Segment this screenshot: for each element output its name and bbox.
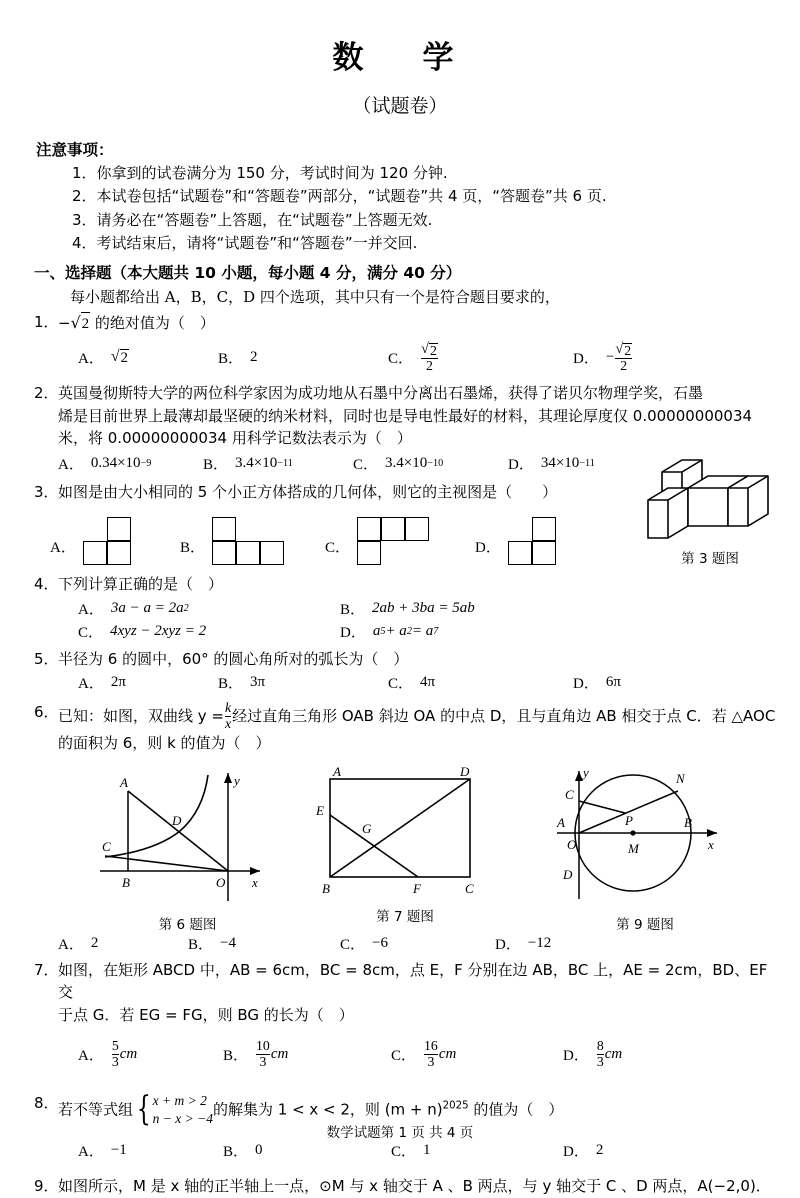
option-b[interactable] — [223, 1039, 391, 1070]
figure-label-O: O — [216, 874, 226, 890]
option-value: 0 — [255, 1142, 263, 1159]
q7-line1: 如图，在矩形 ABCD 中，AB = 6cm，BC = 8cm，点 E，F 分别在边 AB，BC 上，AE = 2cm，BD、EF 交 — [58, 960, 768, 1002]
question-text — [34, 311, 778, 336]
cube-solid-icon — [640, 450, 780, 540]
option-value: 34×10 — [540, 454, 580, 471]
q6-line1-a: 已知：如图，双曲线 y = — [58, 707, 224, 726]
option-label: A． — [78, 1047, 104, 1064]
figure-label-D: D — [172, 812, 182, 828]
notice-heading: 注意事项： — [36, 141, 114, 159]
notice-item: 2．本试卷包括“试题卷”和“答题卷”两部分，“试题卷”共 4 页，“答题卷”共 6 页. — [72, 187, 607, 206]
sqrt-icon: √ 2 — [615, 340, 632, 358]
option-exponent: −11 — [277, 457, 293, 469]
fraction — [424, 1039, 438, 1070]
option-exponent-3: 7 — [433, 625, 439, 637]
q8-mid: 的解集为 1 < x < 2，则 (m + n) — [212, 1100, 443, 1119]
figure-9-circle — [545, 761, 745, 906]
option-label: C． — [78, 624, 104, 641]
option-c[interactable] — [391, 1140, 563, 1161]
figure-label-B: B — [122, 874, 130, 890]
q8-row2: n − x > −4 — [152, 1111, 213, 1127]
sqrt-icon: √ 2 — [421, 340, 437, 358]
option-b[interactable] — [188, 933, 340, 954]
fraction — [597, 1039, 604, 1070]
question-number: 4． — [34, 575, 59, 594]
figure-label-B: B — [322, 880, 330, 896]
option-d[interactable] — [573, 672, 621, 693]
question-5-options — [0, 672, 800, 693]
option-value: 4π — [420, 674, 436, 691]
figure-label-E: E — [316, 802, 324, 818]
option-value: 2 — [120, 350, 128, 367]
option-c[interactable] — [388, 342, 573, 375]
sqrt-icon: √ 2 — [110, 348, 128, 367]
option-label: C． — [391, 1144, 417, 1161]
option-a[interactable] — [78, 1039, 223, 1070]
question-9 — [0, 1175, 800, 1198]
figure-label-F: F — [413, 880, 421, 896]
front-view-shape-b — [212, 517, 286, 567]
figure-7 — [310, 767, 500, 925]
question-text: 如图所示，M 是 x 轴的正半轴上一点，⊙M 与 x 轴交于 A 、B 两点，与 y 轴交于 C 、D 两点，A(−2,0)． — [58, 1177, 771, 1196]
option-label: D． — [508, 456, 534, 473]
fraction — [615, 342, 632, 375]
q1-radicand: 2 — [81, 312, 91, 336]
question-5 — [0, 648, 800, 671]
figure-label-C: C — [465, 880, 474, 896]
q6-line1-b: 经过直角三角形 OAB 斜边 OA 的中点 D，且与直角边 AB 相交于点 C．若 △AOC — [232, 707, 776, 726]
option-denominator: 3 — [256, 1054, 270, 1070]
option-b[interactable] — [180, 517, 325, 567]
option-d[interactable] — [563, 1039, 622, 1070]
option-value: 0.34×10 — [90, 454, 141, 471]
option-exponent: −9 — [140, 457, 152, 469]
question-4-options-row1 — [0, 598, 800, 619]
option-a[interactable] — [50, 517, 180, 567]
option-label: D． — [340, 624, 366, 641]
option-value: 2π — [110, 674, 126, 691]
option-label: D． — [495, 936, 521, 953]
option-label: B． — [223, 1144, 249, 1161]
option-label: B． — [223, 1047, 249, 1064]
sqrt-icon: √ 2 — [71, 311, 91, 336]
question-text: 如图是由大小相同的 5 个小正方体搭成的几何体，则它的主视图是（ ） — [58, 482, 558, 501]
option-label: C． — [391, 1047, 417, 1064]
option-label: D． — [475, 540, 501, 557]
option-numerator: 2 — [624, 342, 632, 358]
option-value: 2 — [90, 934, 99, 951]
page-subtitle: （试题卷） — [352, 95, 448, 117]
fraction — [421, 342, 438, 375]
option-denominator: 2 — [421, 358, 438, 374]
figure-label-M: M — [628, 840, 639, 856]
figure-label-y: y — [234, 772, 240, 788]
figure-caption: 第 6 题图 — [158, 916, 217, 933]
option-numerator: 8 — [596, 1038, 604, 1054]
question-7-options — [0, 1039, 800, 1070]
notice-item: 1．你拿到的试卷满分为 150 分，考试时间为 120 分钟. — [72, 164, 448, 182]
option-value: 2 — [595, 1142, 604, 1159]
question-number: 5． — [34, 649, 59, 668]
q8-exponent: 2025 — [442, 1100, 469, 1112]
option-value: −4 — [220, 934, 236, 951]
option-label: B． — [218, 676, 244, 693]
option-label: C． — [388, 676, 414, 693]
option-label: C． — [325, 540, 351, 557]
option-b[interactable] — [340, 598, 475, 619]
front-view-shape-a — [83, 517, 133, 567]
figure-label-P: P — [625, 812, 633, 828]
option-c[interactable] — [325, 517, 475, 567]
option-label: A． — [78, 601, 104, 618]
figure-label-A: A — [557, 814, 565, 830]
option-label: A． — [78, 676, 104, 693]
option-sign: − — [605, 349, 615, 366]
q8-post: 的值为（ ） — [468, 1100, 564, 1119]
q6-x: x — [224, 716, 232, 732]
option-label: D． — [563, 1144, 589, 1161]
question-text: 下列计算正确的是（ ） — [58, 575, 224, 594]
option-value: 4xyz − 2xyz = 2 — [110, 622, 207, 639]
figure-label-x: x — [252, 874, 258, 890]
option-value: −12 — [527, 934, 552, 951]
q7-line2: 于点 G．若 EG = FG，则 BG 的长为（ ） — [58, 1005, 354, 1024]
option-label: B． — [340, 601, 366, 618]
figure-label-C: C — [102, 838, 111, 854]
option-denominator: 2 — [615, 358, 632, 374]
option-d[interactable] — [563, 1140, 603, 1161]
option-value-3: = a — [411, 622, 434, 639]
question-6-options — [0, 933, 800, 954]
option-exponent: 5 — [380, 625, 386, 637]
figures-row — [0, 761, 800, 931]
option-b[interactable] — [203, 453, 353, 474]
question-8-options — [0, 1140, 800, 1161]
option-unit: cm — [270, 1045, 289, 1062]
figure-label-G: G — [362, 820, 372, 836]
option-b[interactable] — [218, 342, 388, 375]
figure-label-D: D — [563, 866, 573, 882]
option-value: 1 — [423, 1142, 431, 1159]
question-4-options-row2 — [0, 621, 800, 642]
figure-caption: 第 3 题图 — [681, 551, 739, 567]
option-label: B． — [203, 456, 229, 473]
option-exponent: 2 — [183, 602, 189, 614]
option-a[interactable] — [78, 1140, 223, 1161]
option-value: a — [372, 622, 381, 639]
option-value: −1 — [110, 1142, 127, 1159]
figure-caption: 第 9 题图 — [616, 916, 674, 933]
q8-pre: 若不等式组 — [58, 1100, 134, 1119]
brace-icon: { — [136, 1089, 151, 1130]
option-unit: cm — [438, 1045, 457, 1062]
q1-minus: − — [58, 314, 71, 332]
figure-label-D: D — [460, 766, 470, 779]
option-label: B． — [218, 351, 244, 368]
q2-line1: 英国曼彻斯特大学的两位科学家因为成功地从石墨中分离出石墨烯，获得了诺贝尔物理学奖，石墨 — [58, 384, 704, 403]
front-view-shape-c — [357, 517, 431, 567]
section-heading: 一、选择题（本大题共 10 小题，每小题 4 分，满分 40 分） — [34, 264, 462, 282]
q6-line2: 的面积为 6，则 k 的值为（ ） — [58, 734, 271, 753]
figure-label-B: B — [684, 814, 692, 830]
option-unit: cm — [119, 1045, 138, 1062]
option-d[interactable] — [508, 453, 595, 474]
option-value: 3a − a = 2a — [110, 599, 184, 616]
figure-label-A: A — [333, 766, 341, 779]
notice-item: 3．请务必在“答题卷”上答题，在“试题卷”上答题无效. — [72, 210, 433, 229]
option-numerator: 10 — [256, 1038, 270, 1054]
figure-label-C: C — [565, 786, 574, 802]
option-label: C． — [388, 351, 414, 368]
exam-page — [0, 32, 800, 1196]
option-d[interactable] — [573, 342, 633, 375]
option-value-2: + a — [385, 622, 407, 639]
fraction — [225, 701, 231, 732]
figure-6 — [100, 761, 275, 933]
question-4 — [0, 573, 800, 596]
option-label: D． — [573, 676, 599, 693]
figure-caption: 第 7 题图 — [376, 908, 434, 925]
page-footer: 数学试题第 1 页 共 4 页 — [326, 1125, 474, 1141]
option-label: A． — [58, 936, 84, 953]
option-c[interactable] — [340, 933, 495, 954]
option-label: A． — [78, 1144, 104, 1161]
q2-line2: 烯是目前世界上最薄却最坚硬的纳米材料，同时也是导电性最好的材料，其理论厚度仅 0.00000000034 — [58, 406, 753, 425]
front-view-shape-d — [508, 517, 558, 567]
option-label: D． — [563, 1047, 589, 1064]
option-numerator: 2 — [429, 342, 437, 358]
option-value: 2 — [250, 349, 258, 366]
figure-6-graph — [100, 761, 275, 906]
option-label: A． — [58, 456, 84, 473]
question-text — [34, 959, 778, 1027]
question-2 — [0, 382, 800, 450]
q2-line3: 米，将 0.00000000034 用科学记数法表示为（ ） — [58, 429, 412, 448]
option-value: 3π — [250, 674, 266, 691]
option-numerator: 5 — [111, 1038, 119, 1054]
fraction — [256, 1039, 270, 1070]
option-d[interactable] — [495, 933, 551, 954]
question-number: 2． — [34, 384, 59, 403]
q1-tail: 的绝对值为（ ） — [94, 314, 215, 332]
option-value: 6π — [605, 674, 621, 691]
question-text — [34, 382, 778, 450]
question-text: 半径为 6 的圆中，60° 的圆心角所对的弧长为（ ） — [58, 649, 409, 668]
option-c[interactable] — [391, 1039, 563, 1070]
notice-item: 4．考试结束后，请将“试题卷”和“答题卷”一并交回. — [72, 233, 418, 252]
figure-9 — [545, 761, 745, 933]
question-text — [34, 701, 778, 754]
option-label: B． — [188, 936, 214, 953]
question-number: 8． — [34, 1093, 59, 1112]
option-label: C． — [353, 456, 379, 473]
figure-label-A: A — [120, 774, 128, 790]
section-subheading: 每小题都给出 A，B，C，D 四个选项，其中只有一个是符合题目要求的， — [70, 288, 560, 306]
option-a[interactable] — [78, 342, 218, 375]
option-exponent: −11 — [579, 457, 595, 469]
option-a[interactable] — [78, 598, 340, 619]
question-number: 9． — [34, 1177, 59, 1196]
q8-row1: x + m > 2 — [152, 1092, 207, 1108]
option-label: A． — [78, 351, 104, 368]
option-denominator: 3 — [424, 1054, 438, 1070]
question-number: 7． — [34, 960, 59, 979]
figure-label-N: N — [676, 770, 685, 786]
option-label: D． — [573, 351, 599, 368]
notice-list — [0, 162, 800, 255]
question-6 — [0, 701, 800, 754]
option-denominator: 3 — [111, 1053, 119, 1069]
question-1-options — [0, 342, 800, 375]
option-value: 3.4×10 — [235, 454, 278, 471]
figure-label-y: y — [583, 764, 589, 780]
option-c[interactable] — [353, 453, 508, 474]
figure-label-O: O — [567, 836, 577, 852]
option-value: −6 — [372, 934, 388, 951]
option-numerator: 16 — [424, 1038, 438, 1054]
option-value: 2ab + 3ba = 5ab — [372, 599, 475, 616]
option-d[interactable] — [340, 621, 438, 642]
option-a[interactable] — [58, 933, 188, 954]
question-7 — [0, 959, 800, 1027]
figure-3-solid — [640, 450, 780, 567]
page-title: 数 学 — [332, 40, 468, 76]
option-c[interactable] — [78, 621, 340, 642]
option-label: B． — [180, 540, 206, 557]
option-c[interactable] — [388, 672, 573, 693]
option-b[interactable] — [223, 1140, 391, 1161]
option-d[interactable] — [475, 517, 558, 567]
fraction — [112, 1039, 119, 1070]
question-number: 3． — [34, 482, 59, 501]
q6-k: k — [224, 700, 232, 716]
option-a[interactable] — [78, 672, 218, 693]
option-value: 3.4×10 — [385, 454, 428, 471]
option-exponent: −10 — [427, 457, 444, 469]
option-a[interactable] — [58, 453, 203, 474]
option-label: A． — [50, 540, 76, 557]
option-unit: cm — [604, 1045, 623, 1062]
option-b[interactable] — [218, 672, 388, 693]
question-1 — [0, 311, 800, 336]
question-number: 1． — [34, 313, 59, 331]
option-denominator: 3 — [596, 1053, 604, 1069]
option-label: C． — [340, 936, 366, 953]
figure-7-rectangle — [310, 767, 500, 904]
option-exponent-2: 2 — [406, 625, 412, 637]
figure-label-x: x — [708, 836, 714, 852]
question-number: 6． — [34, 703, 59, 722]
